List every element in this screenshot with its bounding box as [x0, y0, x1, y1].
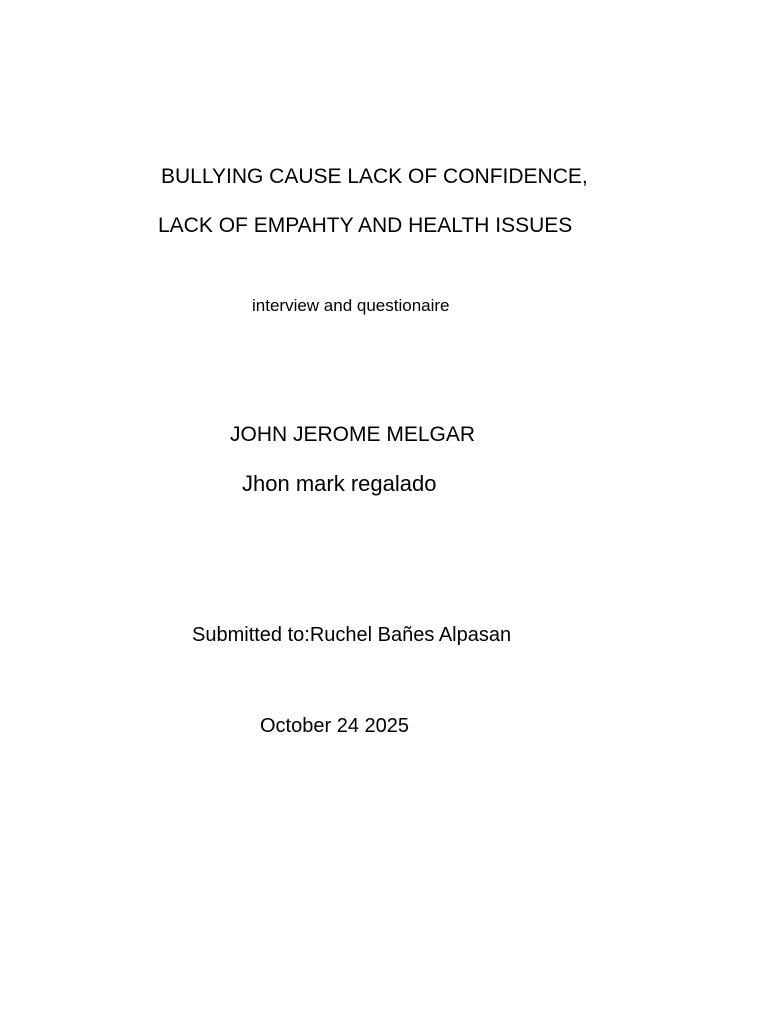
subtitle: interview and questionaire: [252, 296, 450, 315]
title-line-2: LACK OF EMPAHTY AND HEALTH ISSUES: [158, 214, 573, 237]
title-line-1: BULLYING CAUSE LACK OF CONFIDENCE,: [161, 165, 588, 188]
submitted-to: Submitted to:Ruchel Bañes Alpasan: [192, 624, 512, 646]
date: October 24 2025: [260, 715, 409, 737]
author-name: Jhon mark regalado: [242, 471, 437, 496]
author-name: JOHN JEROME MELGAR: [230, 423, 476, 446]
